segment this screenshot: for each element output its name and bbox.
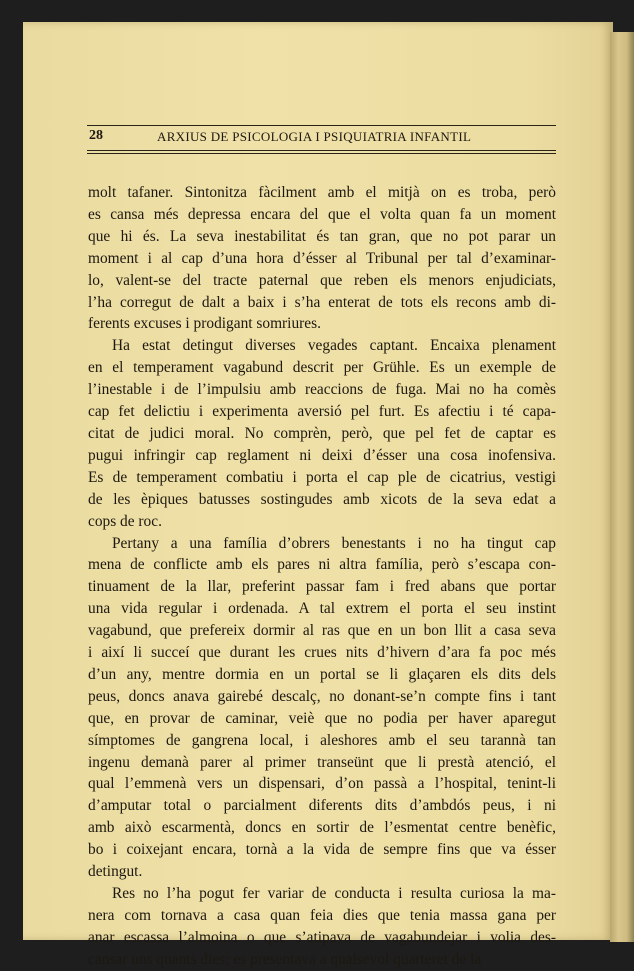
text-line: es cansa més depressa encara del que el volta quan fa un moment <box>88 205 556 223</box>
text-line: l’inestable i de l’impulsiu amb reaccions de fuga. Mai no ha comès <box>88 381 556 399</box>
page-number: 28 <box>89 128 103 143</box>
text-line: en el temperament vagabund descrit per Grühle. Es un exemple de <box>88 359 556 377</box>
text-line: bo i coixejant encara, tornà a la vida de sempre fins que va ésser <box>88 841 556 859</box>
header-rule-bottom <box>87 150 556 151</box>
text-line: lo, valent-se del tracte paternal que reben els menors enjudiciats, <box>88 271 556 289</box>
text-line: detingut. <box>88 863 143 881</box>
text-line: mena de conflicte amb els pares ni altra família, però s’escapa con- <box>88 556 556 574</box>
text-line: cap fet delictiu i experimenta aversió pel furt. Es afectiu i té capa- <box>88 403 556 421</box>
text-line: peus, doncs anava gairebé descalç, no donant-se’n compte fins i tant <box>88 687 556 705</box>
text-line: nera com tornava a casa quan feia dies que tenia massa gana per <box>88 906 556 924</box>
text-line: qual l’emmenà vers un dispensari, d’on passà a l’hospital, tenint-li <box>88 775 556 793</box>
header-rule-top <box>87 125 556 126</box>
text-line: que hi és. La seva inestabilitat és tan gran, que no pot parar un <box>88 227 556 245</box>
text-line: anar escassa l’almoina o que s’atipava de vagabundejar i volia des- <box>88 928 556 946</box>
text-line: Ha estat detingut diverses vegades captant. Encaixa plenament <box>112 337 556 355</box>
body-text <box>88 182 556 971</box>
text-line: de les èpiques batusses sostingudes amb xicots de la seva edat a <box>88 490 556 508</box>
text-line: Pertany a una família d’obrers benestants i no ha tingut cap <box>112 534 556 552</box>
text-line: Res no l’ha pogut fer variar de conducta i resulta curiosa la ma- <box>112 885 556 902</box>
text-line: citat de judici moral. No comprèn, però, que pel fet de captar es <box>88 424 556 442</box>
text-line: cansar uns quants dies; es presentava a qualsevol quarteret de la <box>88 950 482 968</box>
text-line: l’ha corregut de dalt a baix i s’ha enterat de tots els recons amb di- <box>88 293 556 311</box>
text-line: vagabund, que prefereix dormir al ras que en un bon llit a casa seva <box>88 622 556 640</box>
text-line: d’un any, mentre dormia en un portal se li glaçaren els dits dels <box>88 665 556 683</box>
text-line: d’amputar total o parcialment diferents dits d’ambdós peus, i ni <box>88 797 556 815</box>
text-line: i així li succeí que durant les crues nits d’hivern d’ara fa poc més <box>88 644 556 662</box>
running-header <box>87 125 556 147</box>
text-line: ingenu demanà parer al primer transeünt que li prestà atenció, el <box>88 753 556 771</box>
text-line: tinuament de la llar, preferint passar fam i fred abans que portar <box>88 578 556 596</box>
text-line: que, en provar de caminar, veiè que no podia per haver aparegut <box>88 709 556 727</box>
text-line: Es de temperament combatiu i porta el cap ple de cicatrius, vestigi <box>88 468 556 486</box>
text-line: amb això escarmentà, doncs en sortir de l’esmentat centre benèfic, <box>88 819 556 837</box>
text-line: símptomes de gangrena local, i aleshores amb el seu tarannà tan <box>88 731 556 749</box>
text-line: moment i al cap d’una hora d’ésser al Tribunal per tal d’examinar- <box>88 249 556 267</box>
text-line: molt tafaner. Sintonitza fàcilment amb el mitjà on es troba, però <box>88 184 556 201</box>
text-line: ferents excuses i prodigant somriures. <box>88 315 321 333</box>
text-line: una vida regular i ordenada. A tal extrem el porta el seu instint <box>88 600 556 618</box>
header-rule-bottom-double <box>87 153 556 154</box>
text-line: pugui infringir cap reglament ni deixi d’ésser una cosa inofensiva. <box>88 446 556 464</box>
text-line: cops de roc. <box>88 512 162 530</box>
running-title: ARXIUS DE PSICOLOGIA I PSIQUIATRIA INFANTIL <box>157 129 472 144</box>
page-edge <box>610 32 634 942</box>
